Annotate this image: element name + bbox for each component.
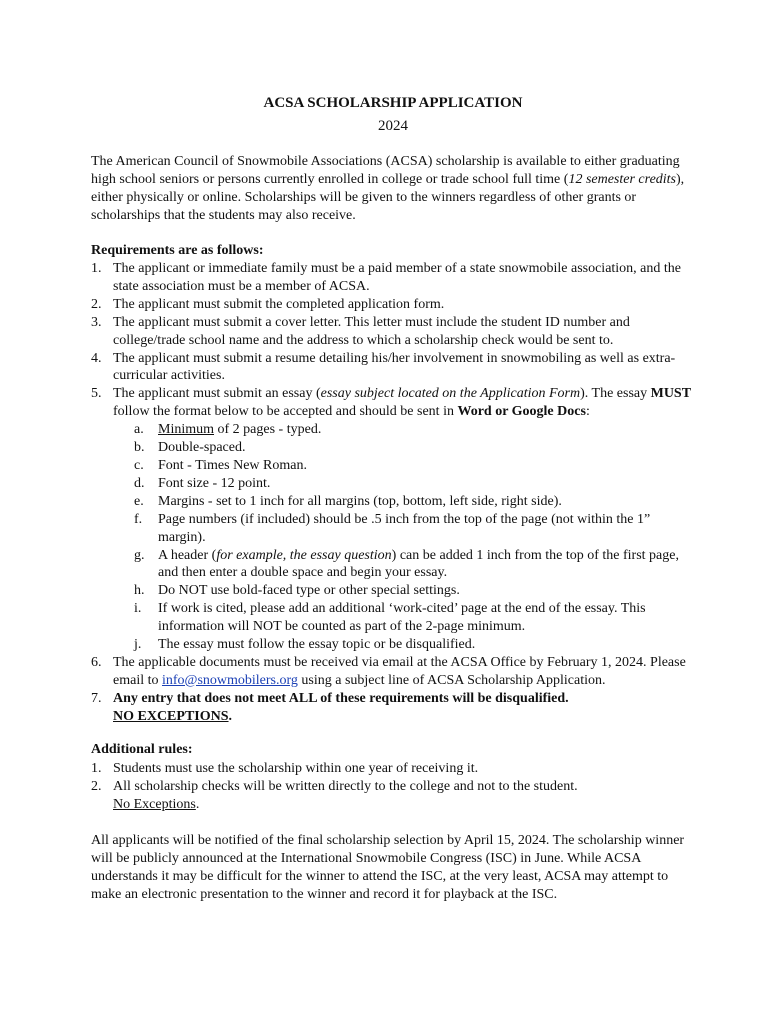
- additional-rules-list: [91, 760, 701, 814]
- intro-credits: 12 semester credits: [568, 171, 677, 187]
- sub-list-item: e. Margins - set to 1 inch for all margins (top, bottom, left side, right side).: [134, 493, 562, 509]
- list-item: 4. The applicant must submit a resume detailing his/her involvement in snowmobiling as well as extra-curricular activities.: [91, 350, 676, 384]
- sub-list-item: c. Font - Times New Roman.: [134, 457, 307, 473]
- requirements-list: [91, 260, 701, 726]
- sub-list-item: g. A header (for example, the essay question) can be added 1 inch from the top of the first page, and then enter a double space and begin your essay.: [134, 547, 679, 581]
- intro-paragraph: [91, 153, 701, 225]
- list-item: 2. The applicant must submit the completed application form.: [91, 296, 445, 312]
- intro-text-end: ), either physically or online. Scholarships will be given to the winners regardless of other grants or scholarships that the students may also receive.: [91, 171, 685, 223]
- list-item: 2. All scholarship checks will be written directly to the college and not to the student. No Exceptions.: [91, 778, 578, 812]
- document-year: 2024: [378, 118, 408, 134]
- sub-list-item: d. Font size - 12 point.: [134, 475, 271, 491]
- list-item: 6. The applicable documents must be received via email at the ACSA Office by February 1, 2024. Please email to info@snowmobilers.org using a subject line of ACSA Scholarship Application.: [91, 654, 686, 688]
- additional-rules-heading: Additional rules:: [91, 742, 193, 757]
- intro-text: The American Council of Snowmobile Associations (ACSA) scholarship is available to either graduating high school seniors or persons currently enrolled in college or trade school full time (: [91, 154, 680, 187]
- list-item: 5. The applicant must submit an essay (essay subject located on the Application Form). The essay MUST follow the format below to be accepted and should be sent in Word or Google Docs:: [91, 386, 692, 420]
- email-link[interactable]: info@snowmobilers.org: [162, 672, 298, 688]
- closing-paragraph: All applicants will be notified of the final scholarship selection by April 15, 2024. The scholarship winner will be publicly announced at the International Snowmobile Congress (ISC) in June. While ACSA understands it may be difficult for the winner to attend the ISC, at the very least, ACSA may attempt to make an electronic presentation to the winner and record it for playback at the ISC.: [91, 833, 685, 902]
- sub-list-item: f. Page numbers (if included) should be .5 inch from the top of the page (not within the 1” margin).: [134, 511, 651, 545]
- sub-list-item: a. Minimum of 2 pages - typed.: [134, 422, 322, 438]
- sub-list-item: b. Double-spaced.: [134, 440, 246, 456]
- document-title: ACSA SCHOLARSHIP APPLICATION: [263, 95, 523, 111]
- sub-list-item: j. The essay must follow the essay topic or be disqualified.: [134, 637, 476, 653]
- list-item: 3. The applicant must submit a cover letter. This letter must include the student ID number and college/trade school name and the address to which a scholarship check would be sent to.: [91, 314, 630, 348]
- list-item: 1. Students must use the scholarship within one year of receiving it.: [91, 761, 479, 776]
- requirements-heading: Requirements are as follows:: [91, 243, 264, 258]
- list-item: 1. The applicant or immediate family must be a paid member of a state snowmobile association, and the state association must be a member of ACSA.: [91, 261, 681, 294]
- sub-list-item: i. If work is cited, please add an additional ‘work-cited’ page at the end of the essay. This information will NOT be counted as part of the 2-page minimum.: [134, 601, 646, 635]
- list-item: 7. Any entry that does not meet ALL of these requirements will be disqualified. NO EXCEPTIONS.: [91, 690, 569, 724]
- sub-list-item: h. Do NOT use bold-faced type or other special settings.: [134, 583, 460, 599]
